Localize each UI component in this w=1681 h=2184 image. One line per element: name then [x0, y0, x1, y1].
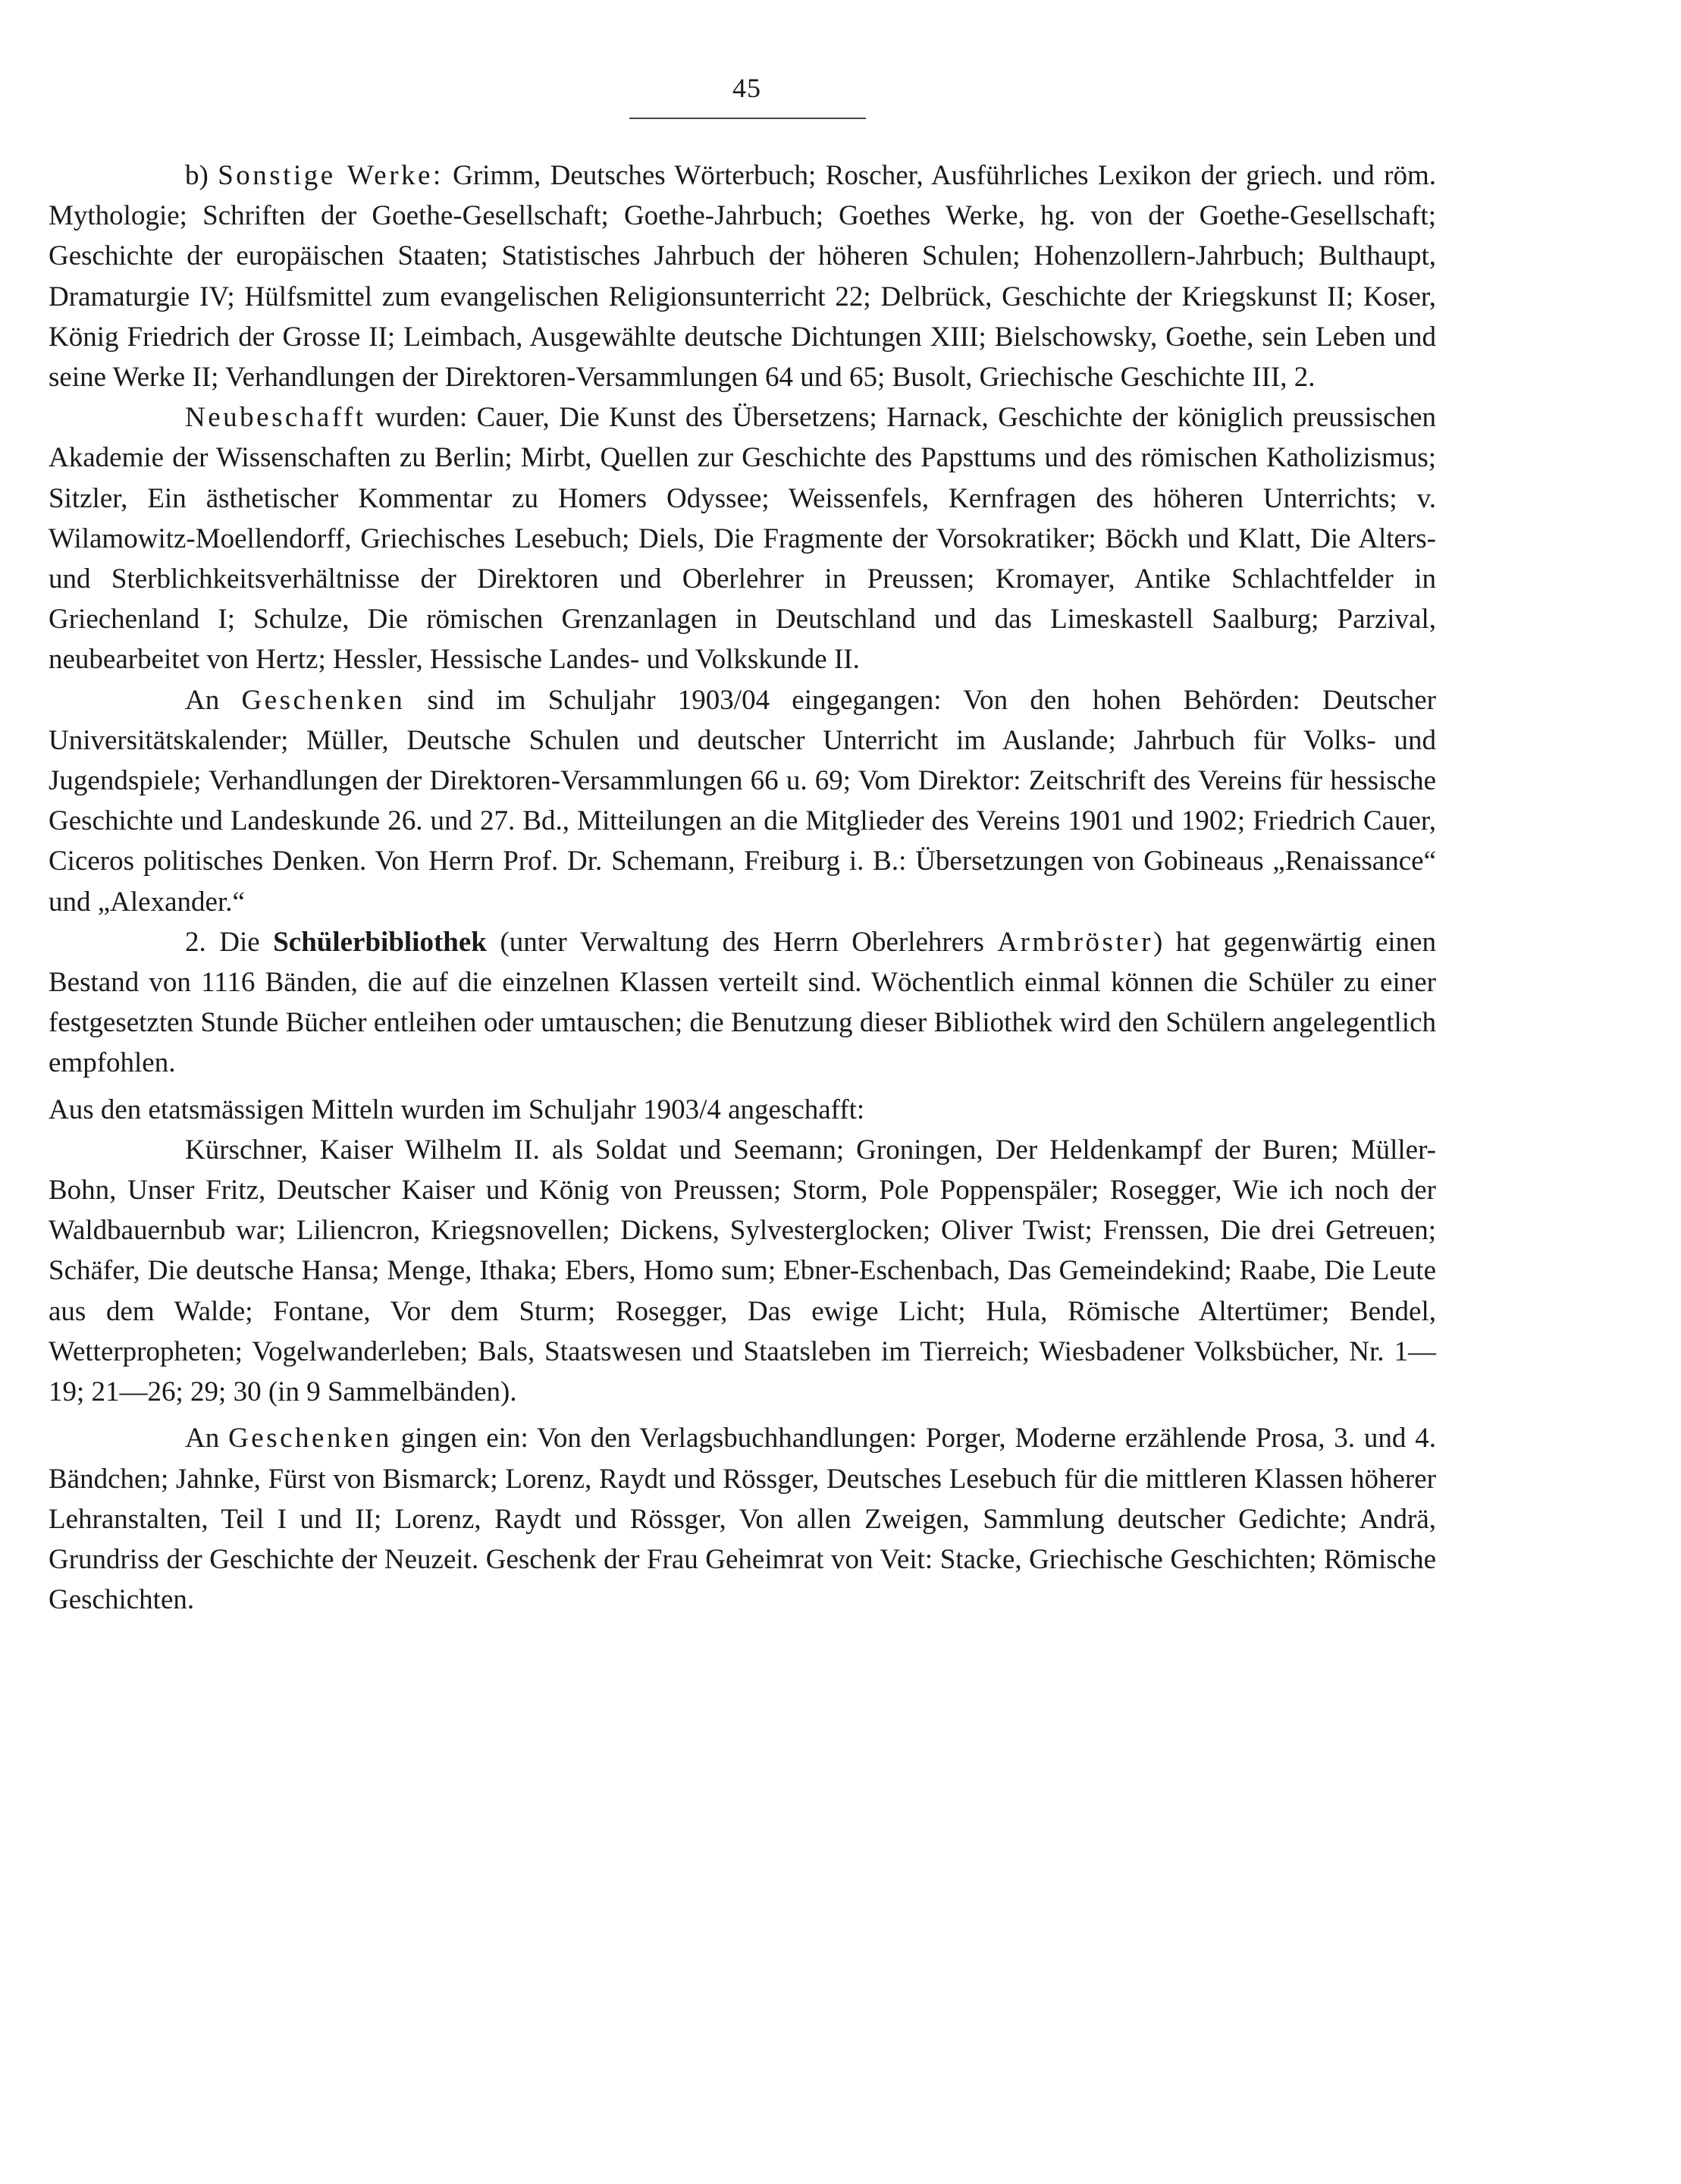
paragraph-text: sind im Schuljahr 1903/04 eingegangen: Von den hohen Behörden: Deutscher Universitätskalender; Müller, Deutsche Schulen und deutscher Unterricht im Auslande; Jahrbuch für Volks- und Jugendspiele; Verhandlungen der Direktoren-Versammlungen 66 u. 69; Vom Direktor: Zeitschrift des Vereins für hessische Geschichte und Landeskunde 26. und 27. Bd., Mitteilungen an die Mitglieder des Vereins 1901 und 1902; Friedrich Cauer, Ciceros politisches Denken. Von Herrn Prof. Dr. Schemann, Freiburg i. B.: Übersetzungen von Gobineaus „Renaissance“ und „Alexander.“	[49, 684, 1436, 918]
paragraph-geschenke-verlag	[49, 1418, 1436, 1620]
paragraph-text: ) hat gegenwärtig einen Bestand von 1116 Bänden, die auf die einzelnen Klassen verteilt sind. Wöchentlich einmal können die Schüler zu einer festgesetzten Stunde Bücher entleihen oder umtauschen; die Benutzung dieser Bibliothek wird den Schülern angelegentlich empfohlen.	[49, 926, 1436, 1079]
page-number: 45	[732, 73, 761, 103]
paragraph-angeschafft-list: Kürschner, Kaiser Wilhelm II. als Soldat und Seemann; Groningen, Der Heldenkampf der Buren; Müller-Bohn, Unser Fritz, Deutscher Kaiser und König von Preussen; Storm, Pole Poppenspäler; Rosegger, Wie ich noch der Waldbauernbub war; Liliencron, Kriegsnovellen; Dickens, Sylvesterglocken; Oliver Twist; Frenssen, Die drei Getreuen; Schäfer, Die deutsche Hansa; Menge, Ithaka; Ebers, Homo sum; Ebner-Eschenbach, Das Gemeindekind; Raabe, Die Leute aus dem Walde; Fontane, Vor dem Sturm; Rosegger, Das ewige Licht; Hula, Römische Altertümer; Bendel, Wetterpropheten; Vogelwanderleben; Bals, Staatswesen und Staatsleben im Tierreich; Wiesbadener Volksbücher, Nr. 1—19; 21—26; 29; 30 (in 9 Sammelbänden).	[49, 1134, 1436, 1408]
paragraph-prefix: An	[185, 1423, 229, 1454]
section-heading: Neubeschafft	[185, 402, 366, 434]
person-name: Armbröster	[997, 926, 1153, 958]
paragraph-text: wurden: Cauer, Die Kunst des Übersetzens; Harnack, Geschichte der königlich preussischen Akademie der Wissenschaften zu Berlin; Mirbt, Quellen zur Geschichte des Papsttums und des römischen Katholizismus; Sitzler, Ein ästhetischer Kommentar zu Homers Odyssee; Weissenfels, Kernfragen des höheren Unterrichts; v. Wilamowitz-Moellendorff, Griechisches Lesebuch; Diels, Die Fragmente der Vorsokratiker; Böckh und Klatt, Die Alters- und Sterblichkeitsverhältnisse der Direktoren und Oberlehrer in Preussen; Kromayer, Antike Schlachtfelder in Griechenland I; Schulze, Die römischen Grenzanlagen in Deutschland und das Limeskastell Saalburg; Parzival, neubearbeitet von Hertz; Hessler, Hessische Landes- und Volkskunde II.	[49, 402, 1436, 676]
section-heading: Schülerbibliothek	[273, 926, 487, 958]
paragraph-text: gingen ein: Von den Verlagsbuchhandlungen: Porger, Moderne erzählende Prosa, 3. und 4. Bändchen; Jahnke, Fürst von Bismarck; Lorenz, Raydt und Rössger, Deutsches Lesebuch für die mittleren Klassen höherer Lehranstalten, Teil I und II; Lorenz, Raydt und Rössger, Von allen Zweigen, Sammlung deutscher Gedichte; Andrä, Grundriss der Geschichte der Neuzeit. Geschenk der Frau Geheimrat von Veit: Stacke, Griechische Geschichten; Römische Geschichten.	[49, 1423, 1436, 1616]
body-text	[49, 155, 1436, 1620]
paragraph-schuelerbibliothek	[49, 922, 1436, 1084]
paragraph-geschenke-schuljahr	[49, 680, 1436, 922]
paragraph-sonstige-werke	[49, 155, 1436, 397]
paragraph-text: Grimm, Deutsches Wörterbuch; Roscher, Ausführliches Lexikon der griech. und röm. Mythologie; Schriften der Goethe-Gesellschaft; Goethe-Jahrbuch; Goethes Werke, hg. von der Goethe-Gesellschaft; Geschichte der europäischen Staaten; Statistisches Jahrbuch der höheren Schulen; Hohenzollern-Jahrbuch; Bulthaupt, Dramaturgie IV; Hülfsmittel zum evangelischen Religionsunterricht 22; Delbrück, Geschichte der Kriegskunst II; Koser, König Friedrich der Grosse II; Leimbach, Ausgewählte deutsche Dichtungen XIII; Bielschowsky, Goethe, sein Leben und seine Werke II; Verhandlungen der Direktoren-Versammlungen 64 und 65; Busolt, Griechische Geschichte III, 2.	[49, 160, 1436, 394]
paragraph-neubeschafft	[49, 397, 1436, 679]
section-heading: Sonstige Werke:	[218, 160, 444, 191]
section-heading: Geschenken	[228, 1423, 392, 1454]
paragraph-prefix: 2. Die	[185, 926, 274, 958]
header-rule	[629, 118, 866, 119]
paragraph-prefix: b)	[185, 160, 218, 191]
paragraph-text: (unter Verwaltung des Herrn Oberlehrers	[486, 926, 998, 958]
paragraph-etat: Aus den etatsmässigen Mitteln wurden im Schuljahr 1903/4 angeschafft:	[49, 1094, 865, 1125]
paragraph-prefix: An	[185, 684, 242, 716]
section-heading: Geschenken	[241, 684, 406, 716]
